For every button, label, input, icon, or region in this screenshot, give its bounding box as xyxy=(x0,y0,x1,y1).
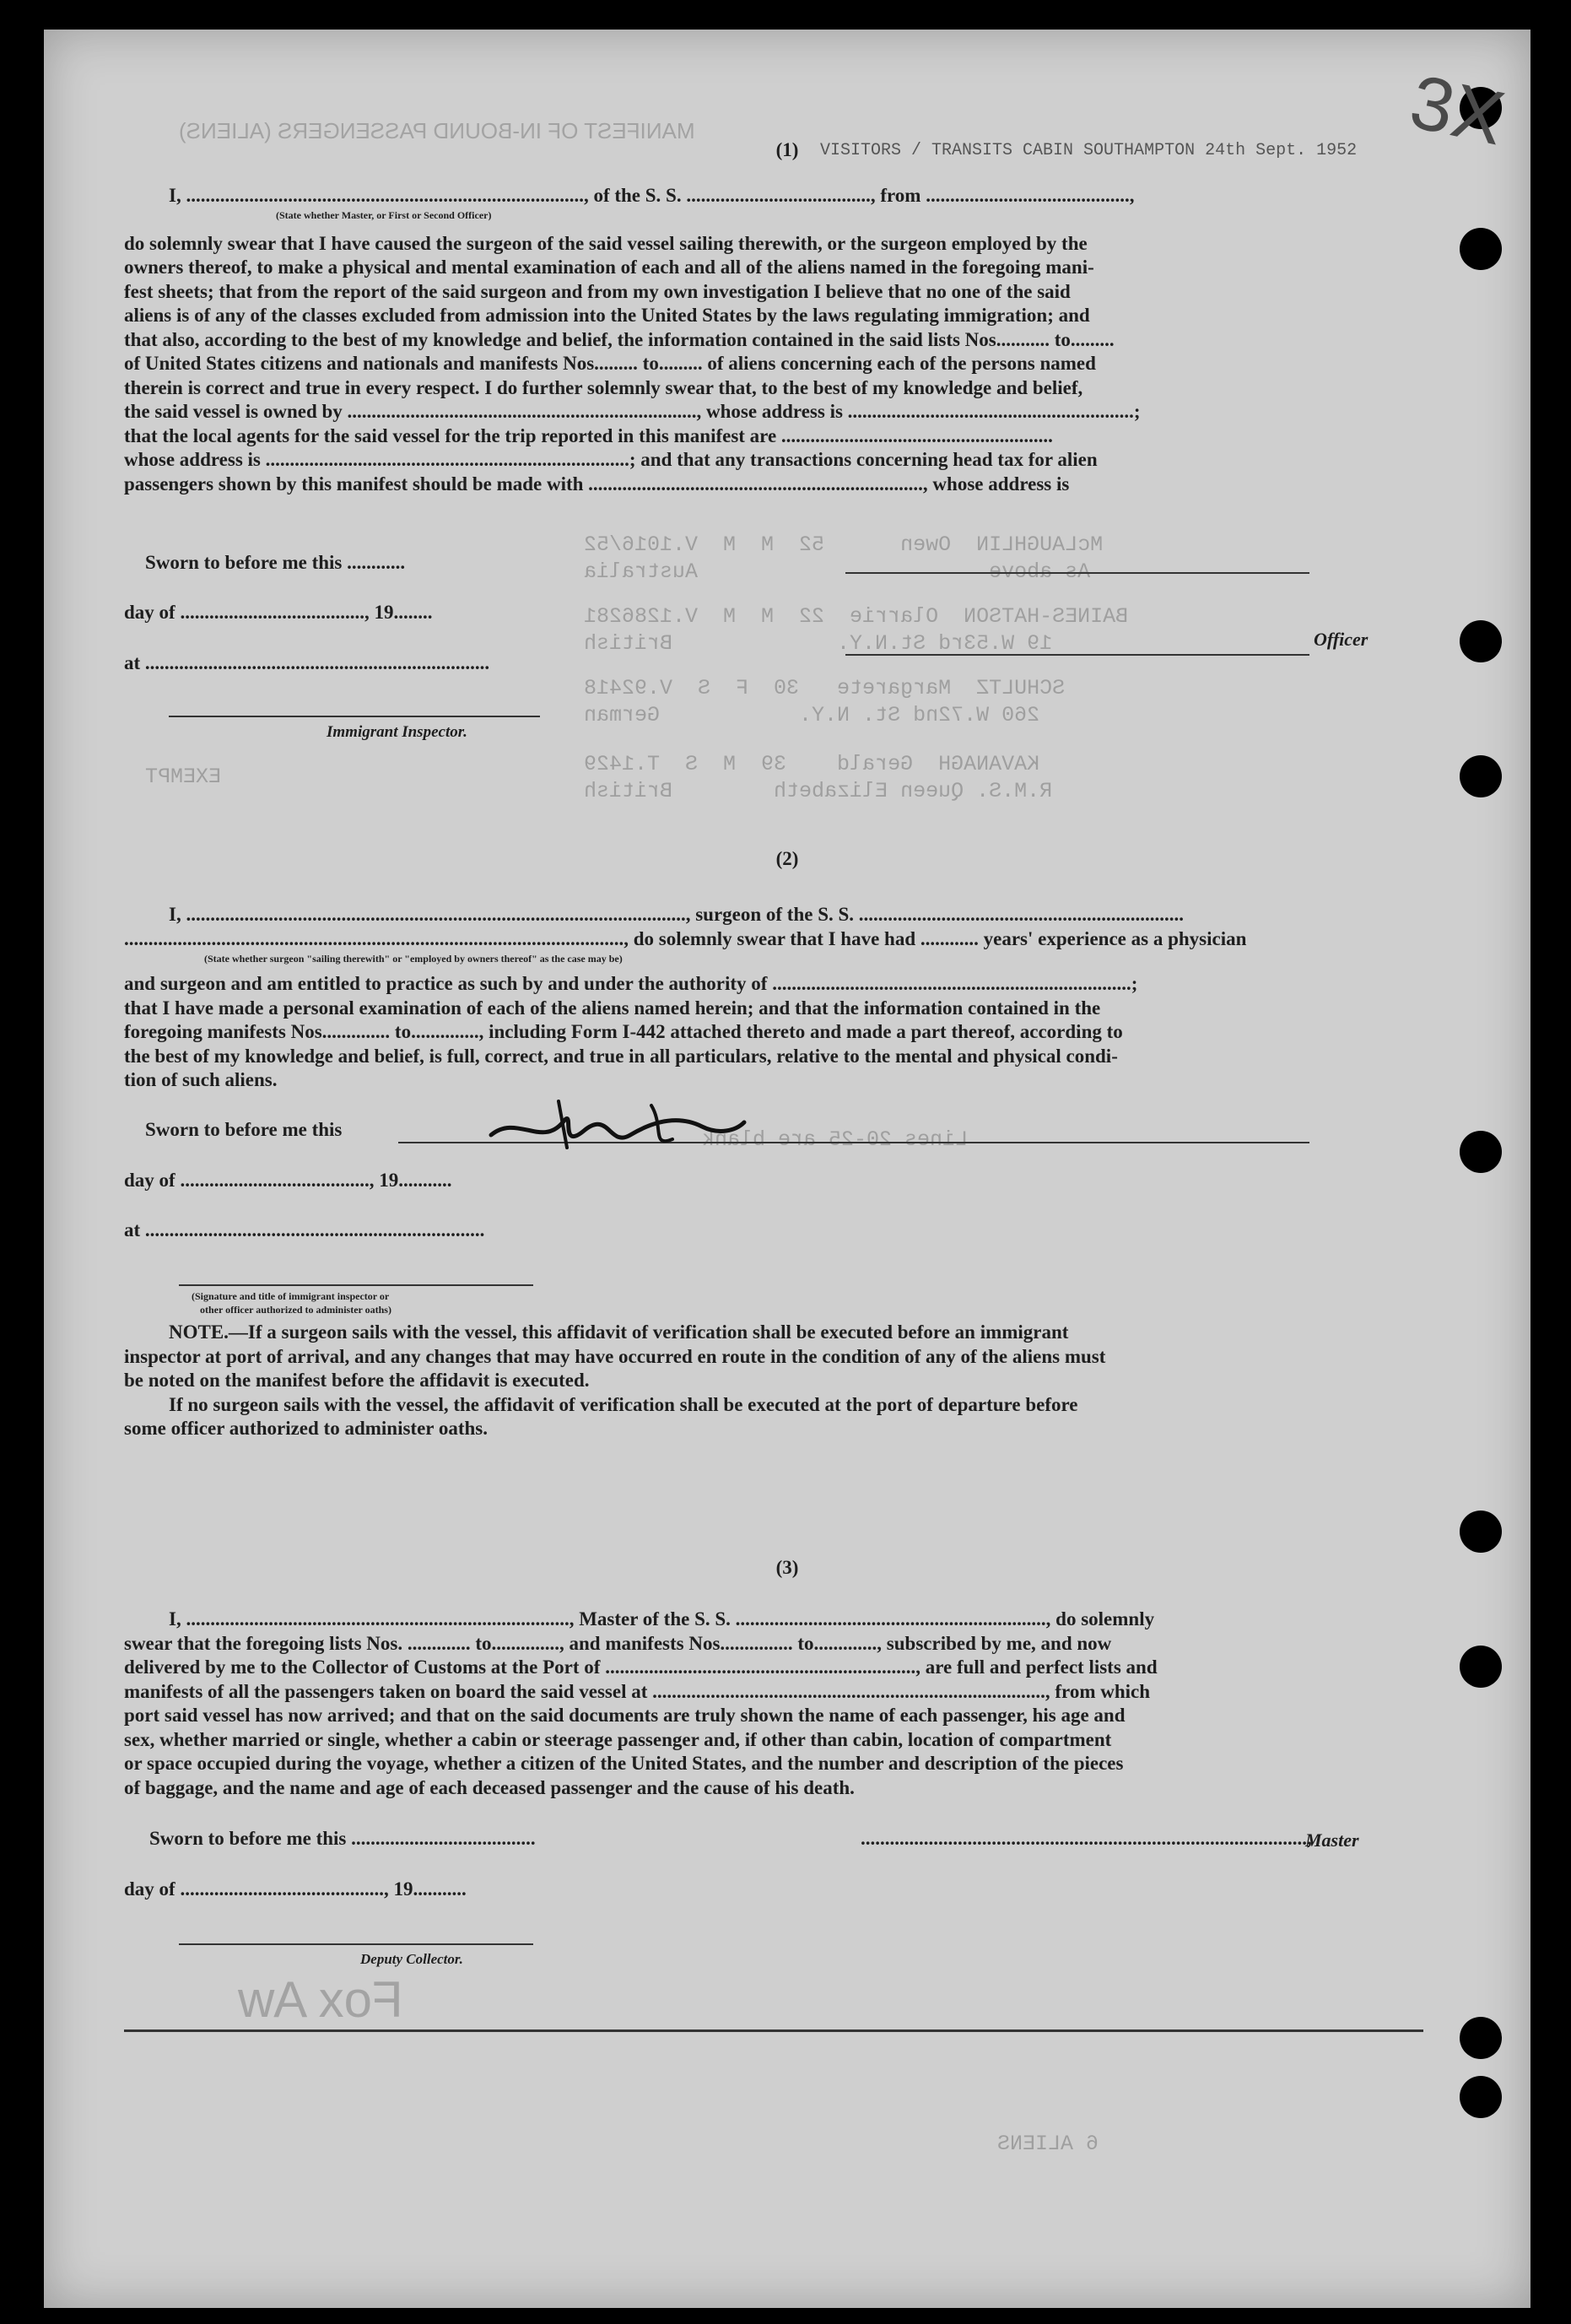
section-2-sig-caption-1: (Signature and title of immigrant inspector or xyxy=(192,1290,390,1302)
bleed-through-row: 19 W.53rd St.N.Y. British xyxy=(584,631,1053,656)
bleed-through-row: 260 W.72nd St. N.Y. German xyxy=(584,703,1040,727)
punch-hole xyxy=(1460,2017,1502,2059)
section-1-line: that also, according to the best of my knowledge and belief, the information contained in the said lists Nos........... to......... xyxy=(124,329,1115,350)
bleed-through-handwriting: Fox Aw xyxy=(238,1971,403,2028)
bleed-through-row: R.M.S. Queen Elizabeth British xyxy=(584,779,1053,803)
note-line: some officer authorized to administer oaths. xyxy=(124,1418,488,1439)
section-2-at: at ...................................................................... xyxy=(124,1219,485,1240)
section-3-sworn: Sworn to before me this ...................................... xyxy=(149,1828,536,1849)
section-2-line: foregoing manifests Nos.............. to.............., including Form I-442 attached thereto and made a part thereof, according to xyxy=(124,1021,1123,1042)
master-caption: Master xyxy=(1305,1829,1359,1851)
section-2-line: and surgeon and am entitled to practice as such by and under the authority of ..........................................................................; xyxy=(124,973,1138,994)
section-1-line: I, .................................................................................., of the S. S. ......................................, from .........................................., xyxy=(169,185,1135,206)
section-1-number: (1) xyxy=(775,139,799,160)
section-2-line: tion of such aliens. xyxy=(124,1069,278,1090)
section-2-line-1: I, ......................................................................................................., surgeon of the S. S. ................................................................... xyxy=(169,904,1185,925)
note-line: be noted on the manifest before the affidavit is executed. xyxy=(124,1370,590,1391)
section-3-line: swear that the foregoing lists Nos. ............. to.............., and manifests Nos............... to............., subscribed by me, and now xyxy=(124,1633,1112,1654)
bleed-through-row: Lines 20-25 are blank xyxy=(702,1127,969,1152)
section-3-line: delivered by me to the Collector of Customs at the Port of ................................................................, are full and perfect lists and xyxy=(124,1657,1158,1678)
section-1-line: owners thereof, to make a physical and mental examination of each and all of the aliens named in the foregoing mani- xyxy=(124,257,1094,278)
bottom-rule xyxy=(124,2029,1423,2032)
manifest-page xyxy=(44,30,1531,2308)
section-2-sworn: Sworn to before me this xyxy=(145,1119,343,1140)
section-1-line: that the local agents for the said vessel for the trip reported in this manifest are ........................................................ xyxy=(124,425,1053,446)
section-1-sworn: Sworn to before me this ............ xyxy=(145,552,406,573)
deputy-signature-line xyxy=(179,1943,533,1945)
section-3-day-of: day of .........................................., 19........... xyxy=(124,1878,467,1900)
punch-hole xyxy=(1460,1131,1502,1173)
inspector-signature-line xyxy=(169,716,540,717)
bleed-through-row: As above Australia xyxy=(584,559,1091,584)
section-2-number: (2) xyxy=(775,848,799,869)
section-3-line: or space occupied during the voyage, whether a citizen of the United States, and the number and description of the pieces xyxy=(124,1753,1124,1774)
section-1-at: at ....................................................................... xyxy=(124,652,490,673)
bleed-through-row: McLAUGHLIN Owen 52 M M V.1016/52 xyxy=(584,532,1104,557)
section-1-line: therein is correct and true in every respect. I do further solemnly swear that, to the best of my knowledge and belief, xyxy=(124,377,1083,398)
section-1-agent-line xyxy=(845,572,1309,574)
deputy-collector-caption: Deputy Collector. xyxy=(360,1951,463,1967)
section-2-signature-line xyxy=(179,1284,533,1286)
note-line: NOTE.—If a surgeon sails with the vessel, this affidavit of verification shall be executed before an immigrant xyxy=(169,1321,1069,1343)
bleed-through-stamp: EXEMPT xyxy=(145,765,222,789)
punch-hole xyxy=(1460,755,1502,797)
section-2-line: the best of my knowledge and belief, is full, correct, and true in all particulars, relative to the mental and physical condi- xyxy=(124,1046,1118,1067)
section-1-line: fest sheets; that from the report of the said surgeon and from my own investigation I believe that no one of the said xyxy=(124,281,1071,302)
section-2-line-2: ......................................................................................................., do solemnly swear that I have had ............ years' experience as a physician xyxy=(124,928,1247,949)
section-1-line: the said vessel is owned by ........................................................................, whose address is ...........................................................; xyxy=(124,401,1141,422)
section-1-line: do solemnly swear that I have caused the surgeon of the said vessel sailing therewith, or the surgeon employed by the xyxy=(124,233,1088,254)
section-1-handwritten-header: VISITORS / TRANSITS CABIN SOUTHAMPTON 24th Sept. 1952 xyxy=(820,141,1358,160)
section-1-line: aliens is of any of the classes excluded from admission into the United States by the laws regulating immigration; and xyxy=(124,305,1090,326)
section-1-position-note: (State whether Master, or First or Second Officer) xyxy=(276,209,492,221)
handwritten-signature xyxy=(483,1089,753,1165)
note-line: If no surgeon sails with the vessel, the affidavit of verification shall be executed at the port of departure before xyxy=(169,1394,1078,1415)
section-3-line: port said vessel has now arrived; and that on the said documents are truly shown the name of each passenger, his age and xyxy=(124,1705,1126,1726)
punch-hole xyxy=(1460,1646,1502,1688)
section-3-master-line: ............................................................................................, xyxy=(861,1828,1312,1849)
punch-hole xyxy=(1460,620,1502,662)
section-2-sig-caption-2: other officer authorized to administer oaths) xyxy=(200,1304,391,1316)
bleed-through-footer: 6 ALIENS xyxy=(997,2132,1099,2156)
bleed-through-row: BAINES-HATSON Olarrie 22 M M V.1286281 xyxy=(584,604,1129,629)
section-3-line: of baggage, and the name and age of each deceased passenger and the cause of his death. xyxy=(124,1777,855,1798)
section-3-line: manifests of all the passengers taken on board the said vessel at ................................................................................., from which xyxy=(124,1681,1151,1702)
section-2-caption: (State whether surgeon "sailing therewith" or "employed by owners thereof" as the case may be) xyxy=(204,953,623,965)
section-2-line: that I have made a personal examination of each of the aliens named herein; and that the information contained in the xyxy=(124,997,1101,1019)
bleed-through-header: MANIFEST OF IN-BOUND PASSENGERS (ALIENS) xyxy=(179,118,695,143)
officer-caption: Officer xyxy=(1314,629,1369,650)
section-2-day-of: day of ......................................., 19........... xyxy=(124,1170,452,1191)
punch-hole xyxy=(1460,228,1502,270)
note-line: inspector at port of arrival, and any changes that may have occurred en route in the condition of any of the aliens must xyxy=(124,1346,1106,1367)
section-3-line: I, ..............................................................................., Master of the S. S. ................................................................, do solemnly xyxy=(169,1608,1155,1630)
section-3-number: (3) xyxy=(775,1557,799,1578)
immigrant-inspector-caption: Immigrant Inspector. xyxy=(327,723,467,741)
officer-signature-line xyxy=(845,654,1309,656)
section-1-day-of: day of ......................................, 19........ xyxy=(124,602,433,623)
punch-hole xyxy=(1460,2076,1502,2118)
section-1-line: passengers shown by this manifest should be made with ....................................................................., whose address is xyxy=(124,473,1070,495)
section-1-line: of United States citizens and nationals and manifests Nos......... to......... of aliens concerning each of the persons named xyxy=(124,353,1096,374)
section-3-line: sex, whether married or single, whether a cabin or steerage passenger and, if other than cabin, location of compartment xyxy=(124,1729,1112,1750)
section-1-line: whose address is ...........................................................................; and that any transactions concerning head tax for alien xyxy=(124,449,1098,470)
punch-hole xyxy=(1460,1511,1502,1553)
bleed-through-row: KAVANAGH Gerald 39 M S T.1429 xyxy=(584,752,1040,776)
page-number-mark: 3X xyxy=(1402,59,1512,162)
bleed-through-row: SCHULTZ Margarete 30 F S V.92418 xyxy=(584,676,1066,700)
